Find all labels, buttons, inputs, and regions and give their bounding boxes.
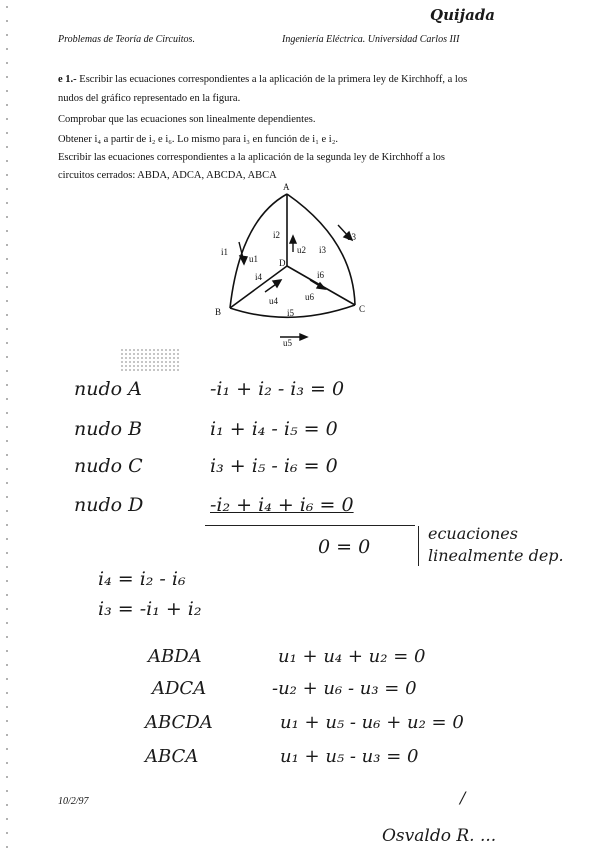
problem-line-1: Escribir las ecuaciones correspondientes a la aplicación de la primera ley de Kirchhoff, a los — [79, 74, 468, 85]
sum-rule — [205, 525, 415, 526]
derived-i3: i₃ = -i₁ + i₂ — [98, 598, 202, 620]
node-label-b: B — [215, 307, 222, 317]
note-line-2: linealmente dep. — [428, 546, 564, 565]
footer-date: 10/2/97 — [58, 796, 89, 807]
label-u5: u5 — [283, 338, 292, 348]
branch-1 — [230, 194, 287, 308]
label-u2: u2 — [297, 245, 306, 255]
note-bracket — [418, 526, 419, 566]
problem-number: e 1.- — [58, 74, 77, 85]
node-a-label: nudo A — [74, 378, 142, 400]
circuit-graph-figure — [195, 180, 395, 355]
problem-line-4: Obtener i₄ a partir de i₂ e i₆. Lo mismo para i₃ en función de i₁ e i₂. — [58, 134, 339, 145]
node-c-label: nudo C — [74, 455, 143, 477]
problem-line-5: Escribir las ecuaciones correspondientes a la aplicación de la segunda ley de Kirchhoff a los — [58, 152, 445, 163]
loop-4-equation: u₁ + u₅ - u₃ = 0 — [280, 746, 419, 767]
node-b-equation: i₁ + i₄ - i₅ = 0 — [210, 418, 338, 440]
signature: Osvaldo R. ... — [382, 826, 497, 846]
margin-punch-marks — [2, 0, 12, 848]
node-label-d: D — [279, 258, 286, 268]
node-d-equation: -i₂ + i₄ + i₆ = 0 — [210, 494, 354, 516]
header-left: Problemas de Teoría de Circuitos. — [58, 34, 195, 45]
label-u1: u1 — [249, 254, 258, 264]
problem-statement — [58, 74, 467, 85]
loop-4-label: ABCA — [145, 746, 199, 767]
label-i4: i4 — [255, 272, 263, 282]
sum-equation: 0 = 0 — [318, 536, 371, 558]
loop-1-equation: u₁ + u₄ + u₂ = 0 — [278, 646, 426, 667]
loop-2-equation: -u₂ + u₆ - u₃ = 0 — [272, 678, 417, 699]
node-c-equation: i₃ + i₅ - i₆ = 0 — [210, 455, 338, 477]
problem-line-3: Comprobar que las ecuaciones son linealmente dependientes. — [58, 114, 316, 125]
loop-3-label: ABCDA — [145, 712, 213, 733]
node-label-c: C — [359, 304, 366, 314]
problem-line-6: circuitos cerrados: ABDA, ADCA, ABCDA, ABCA — [58, 170, 277, 181]
label-i5: i5 — [287, 308, 295, 318]
loop-1-label: ABDA — [148, 646, 202, 667]
label-u4: u4 — [269, 296, 278, 306]
label-u6: u6 — [305, 292, 314, 302]
label-u3: u3 — [347, 232, 356, 242]
label-i6: i6 — [317, 270, 325, 280]
corner-name: Quijada — [430, 6, 496, 24]
node-label-a: A — [283, 182, 290, 192]
derived-i4: i₄ = i₂ - i₆ — [98, 568, 186, 590]
node-a-equation: -i₁ + i₂ - i₃ = 0 — [210, 378, 345, 400]
header-right: Ingeniería Eléctrica. Universidad Carlos III — [282, 34, 460, 45]
problem-line-2: nudos del gráfico representado en la figura. — [58, 93, 241, 104]
label-i2: i2 — [273, 230, 281, 240]
node-b-label: nudo B — [74, 418, 143, 440]
node-d-label: nudo D — [74, 494, 144, 516]
note-line-1: ecuaciones — [428, 524, 518, 543]
scan-noise — [120, 348, 180, 372]
footer-mark: / — [460, 788, 466, 807]
label-i1: i1 — [221, 247, 229, 257]
loop-3-equation: u₁ + u₅ - u₆ + u₂ = 0 — [280, 712, 464, 733]
loop-2-label: ADCA — [152, 678, 207, 699]
label-i3: i3 — [319, 245, 327, 255]
